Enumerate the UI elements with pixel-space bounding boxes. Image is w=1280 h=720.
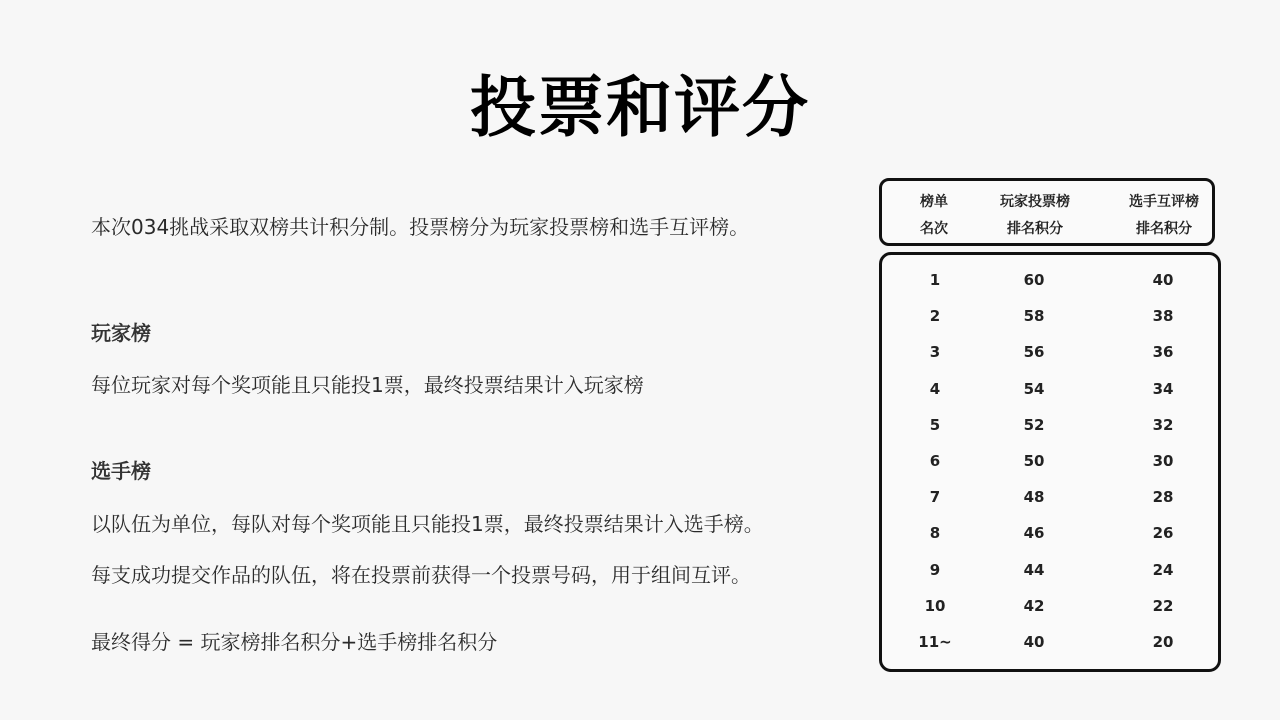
rank-cell: 6 [929,452,941,470]
contestant-points-cell: 28 [1152,488,1174,507]
header-contestant-points: 选手互评榜 排名积分 [1129,194,1199,237]
rank-cell: 10 [924,596,946,615]
rank-cell: 5 [929,415,941,434]
player-points-cell: 56 [1023,343,1045,362]
player-points-cell: 46 [1023,524,1045,543]
rank-cell: 8 [929,524,941,543]
player-points-cell: 60 [1023,271,1045,289]
contestant-points-cell: 30 [1152,452,1174,470]
formula-text: 最终得分 = 玩家榜排名积分+选手榜排名积分 [91,630,498,654]
contestant-points-cell: 40 [1152,271,1174,289]
contestant-points-cell: 34 [1152,379,1174,398]
contestant-board-heading: 选手榜 [91,459,151,483]
rank-cell: 2 [929,307,941,326]
player-points-cell: 40 [1023,633,1045,651]
contestant-points-cell: 36 [1152,343,1174,362]
player-board-text: 每位玩家对每个奖项能且只能投1票，最终投票结果计入玩家榜 [91,373,644,397]
player-points-cell: 44 [1023,560,1045,579]
player-points-cell: 48 [1023,488,1045,507]
contestant-points-cell: 20 [1152,633,1174,651]
contestant-board-text-2: 每支成功提交作品的队伍，将在投票前获得一个投票号码，用于组间互评。 [91,563,751,587]
rank-cell: 11~ [918,633,952,651]
rank-cell: 1 [929,271,941,289]
player-points-cell: 52 [1023,415,1045,434]
contestant-points-cell: 26 [1152,524,1174,543]
player-points-cell: 50 [1023,452,1045,470]
page-title: 投票和评分 [470,69,810,146]
header-rank: 榜单 名次 [920,194,948,237]
player-points-cell: 54 [1023,379,1045,398]
contestant-board-text-1: 以队伍为单位，每队对每个奖项能且只能投1票，最终投票结果计入选手榜。 [91,512,764,536]
score-table-body [879,252,1221,672]
intro-text: 本次034挑战采取双榜共计积分制。投票榜分为玩家投票榜和选手互评榜。 [91,215,750,239]
player-points-cell: 42 [1023,596,1045,615]
contestant-points-cell: 32 [1152,415,1174,434]
player-board-heading: 玩家榜 [91,321,151,345]
player-points-cell: 58 [1023,307,1045,326]
contestant-points-cell: 24 [1152,560,1174,579]
rank-cell: 7 [929,488,941,507]
contestant-points-cell: 38 [1152,307,1174,326]
score-table-header [879,178,1215,246]
header-player-points: 玩家投票榜 排名积分 [1000,194,1070,237]
rank-cell: 4 [929,379,941,398]
contestant-points-cell: 22 [1152,596,1174,615]
rank-cell: 9 [929,560,941,579]
rank-cell: 3 [929,343,941,362]
